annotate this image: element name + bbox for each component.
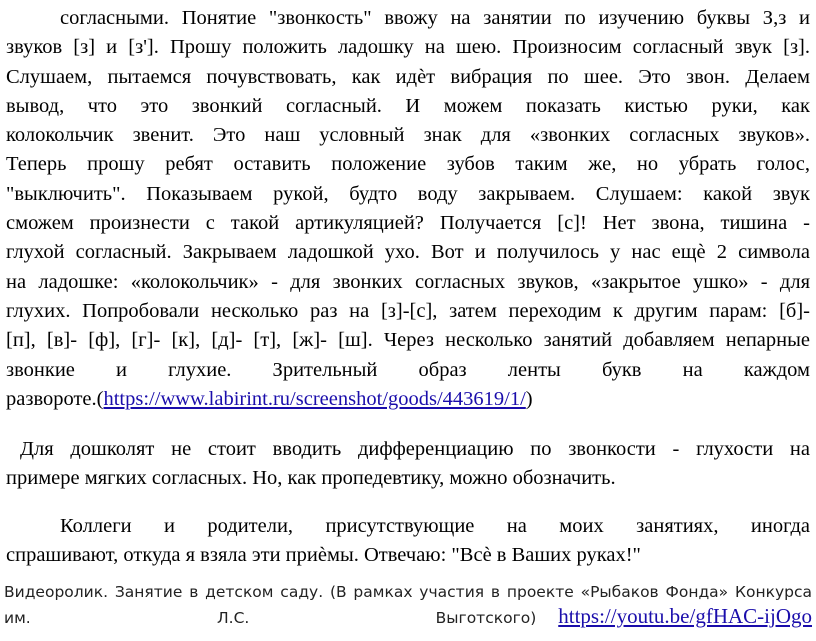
text-line: Теперь прошу ребят оставить положение зубов таким же, но убрать голос, xyxy=(6,153,810,176)
text-line: звуков [з] и [з']. Прошу положить ладошку на шею. Произносим согласный звук [з]. xyxy=(6,36,810,59)
text-line: [п], [в]- [ф], [г]- [к], [д]- [т], [ж]- [ш]. Через несколько занятий добавляем непарные xyxy=(6,329,810,352)
text-line: колокольчик звенит. Это наш условный знак для «звонких согласных звуков». xyxy=(6,124,810,147)
text-line: Коллеги и родители, присутствующие на моих занятиях, иногда xyxy=(60,515,810,537)
text-line: на ладошке: «колокольчик» - для звонких согласных звуков, «закрытое ушко» - для xyxy=(6,270,810,293)
text-line: спрашивают, откуда я взяла эти приѐмы. Отвечаю: "Всѐ в Ваших руках!" xyxy=(6,544,641,567)
paragraph-2 xyxy=(6,435,810,494)
text-line: Слушаем, пытаемся почувствовать, как идѐт вибрация по шее. Это звон. Делаем xyxy=(6,65,810,88)
link-suffix: ) xyxy=(525,387,533,410)
labirint-link[interactable]: https://www.labirint.ru/screenshot/goods/443619/1/ xyxy=(103,387,526,410)
caption-line-with-link xyxy=(4,604,812,630)
caption-author: им. Л.С. Выготского) xyxy=(4,609,537,627)
text-line-with-link xyxy=(6,385,810,414)
video-caption xyxy=(4,580,812,630)
text-line: Для дошколят не стоит вводить дифференциацию по звонкости - глухости на xyxy=(20,438,810,460)
paragraph-1 xyxy=(6,4,810,414)
text-line: согласными. Понятие "звонкость" ввожу на занятии по изучению буквы З,з и xyxy=(60,7,810,29)
link-prefix: развороте.( xyxy=(6,387,104,410)
text-line: звонкие и глухие. Зрительный образ ленты букв на каждом xyxy=(6,358,810,381)
text-line: вывод, что это звонкий согласный. И можем показать кистью руки, как xyxy=(6,94,810,117)
paragraph-3 xyxy=(6,512,810,571)
text-line: "выключить". Показываем рукой, будто воду закрываем. Слушаем: какой звук xyxy=(6,182,810,205)
text-line: сможем произнести с такой артикуляцией? Получается [с]! Нет звона, тишина - xyxy=(6,212,810,235)
text-line: примере мягких согласных. Но, как пропедевтику, можно обозначить. xyxy=(6,467,616,490)
text-line: глухой согласный. Закрываем ладошкой ухо. Вот и получилось у нас ещѐ 2 символа xyxy=(6,241,810,264)
youtube-link[interactable]: https://youtu.be/gfHAC-ijOgo xyxy=(558,604,812,628)
text-line: глухих. Попробовали несколько раз на [з]-[с], затем переходим к другим парам: [б]- xyxy=(6,299,810,322)
caption-line: Видеоролик. Занятие в детском саду. (В рамках участия в проекте «Рыбаков Фонда» Конкурса xyxy=(4,583,812,601)
